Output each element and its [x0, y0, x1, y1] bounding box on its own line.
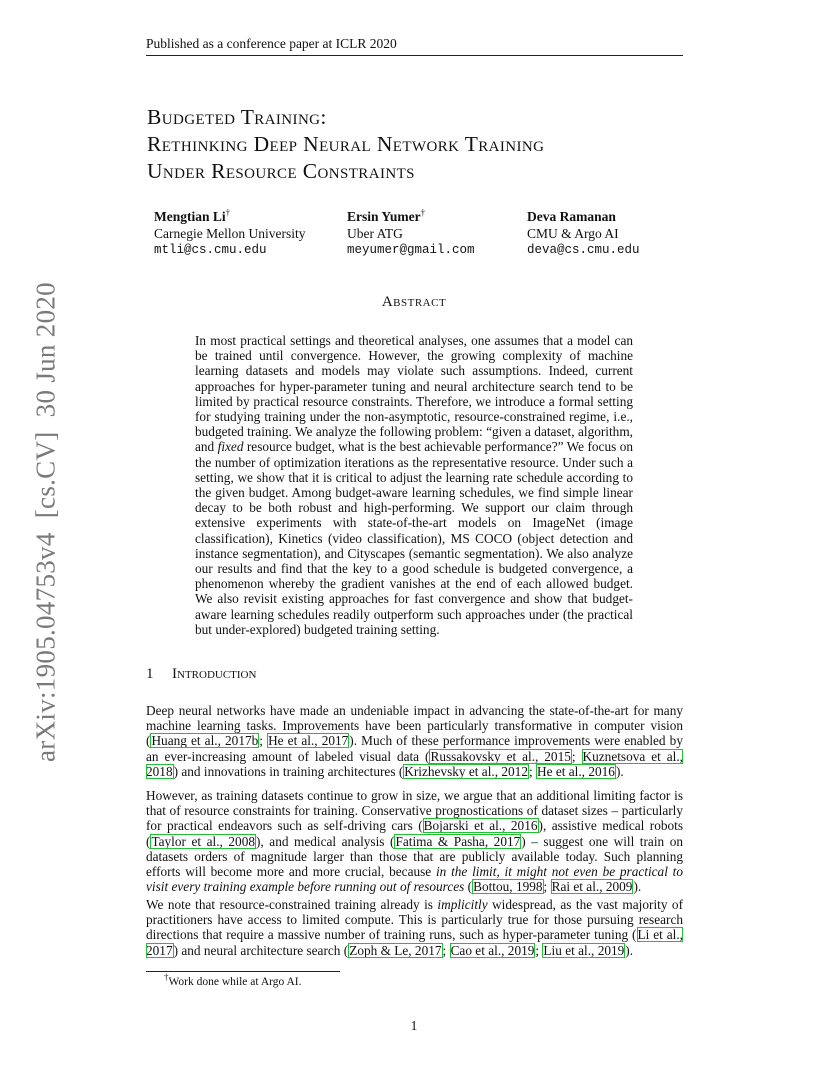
header-rule	[146, 55, 683, 56]
text-run: ).	[615, 763, 624, 779]
text-run: ) and innovations in training architectures (	[173, 763, 404, 779]
text-run: However, as training datasets continue to grow in size, we argue that an additional limiting factor is that of resource constraints for training. Conservative prognostications of dataset sizes – particularly for practical endeavors such as self-driving cars (	[146, 788, 683, 834]
abstract-emphasis: fixed	[217, 439, 244, 455]
citation-link[interactable]: Rai et al., 2009	[551, 879, 633, 895]
author-email: meyumer@gmail.com	[347, 243, 475, 257]
author-email: deva@cs.cmu.edu	[527, 243, 640, 257]
section-number: 1	[146, 666, 154, 682]
citation-link[interactable]: Bojarski et al., 2016	[423, 818, 538, 834]
citation-link[interactable]: He et al., 2016	[537, 763, 615, 779]
citation-link[interactable]: Bottou, 1998	[473, 879, 543, 895]
text-run: Deep neural networks have made an undeniable impact in advancing the state-of-the-art for many machine learning tasks. Improvements have been particularly transformative in computer vision (	[146, 703, 683, 749]
author-name: Ersin Yumer	[347, 209, 421, 224]
emphasis-text: implicitly	[437, 897, 488, 912]
title-line-2: Rethinking Deep Neural Network Training	[147, 132, 545, 156]
running-header: Published as a conference paper at ICLR 2020	[146, 36, 397, 51]
arxiv-identifier: arXiv:1905.04753v4 [cs.CV] 30 Jun 2020	[30, 282, 61, 762]
citation-link[interactable]: Krizhevsky et al., 2012	[404, 763, 528, 779]
author-affiliation: Carnegie Mellon University	[154, 225, 306, 241]
text-run: We note that resource-constrained training already is	[146, 897, 438, 912]
citation-link[interactable]: Taylor et al., 2008	[151, 833, 255, 849]
text-run: ;	[571, 748, 582, 764]
citation-link[interactable]: Cao et al., 2019	[450, 942, 535, 958]
dagger-mark: †	[225, 207, 231, 218]
emphasis-text: in the limit, it might not even be practical to visit every training example before running out of resources	[146, 864, 683, 895]
text-run: (	[464, 879, 473, 895]
footnote-text: Work done while at Argo AI.	[168, 976, 302, 988]
author-affiliation: Uber ATG	[347, 225, 403, 241]
citation-link[interactable]: Liu et al., 2019	[543, 942, 625, 958]
author-name: Mengtian Li	[154, 209, 226, 224]
author-name: Deva Ramanan	[527, 209, 616, 224]
citation-link[interactable]: Li et al., 2017	[146, 927, 684, 958]
author-block-1	[154, 209, 305, 259]
citation-link[interactable]: He et al., 2017	[268, 733, 349, 749]
author-block-3	[527, 209, 640, 259]
abstract-heading: Abstract	[381, 294, 447, 310]
title-line-1: Budgeted Training:	[147, 105, 327, 129]
intro-paragraph-1	[146, 703, 683, 779]
dagger-mark: †	[420, 207, 426, 218]
citation-link[interactable]: Fatima & Pasha, 2017	[395, 833, 521, 849]
page-number: 1	[410, 1018, 418, 1033]
abstract-text	[195, 333, 633, 637]
text-run: ), assistive medical robots (	[146, 818, 684, 849]
author-affiliation: CMU & Argo AI	[527, 225, 619, 241]
citation-link[interactable]: Zoph & Le, 2017	[349, 942, 442, 958]
text-run: ) – suggest one will train on datasets orders of magnitude larger than those that are publicly available today. Such planning efforts will become more and more crucial, because	[146, 833, 684, 880]
abstract-part: In most practical settings and theoretical analyses, one assumes that a model can be trained until convergence. However, the growing complexity of machine learning datasets and models may violate such assumptions. Indeed, current approaches for hyper-parameter tuning and neural architecture search tend to be limited by practical resource constraints. Therefore, we introduce a formal setting for studying training under the non-asymptotic, resource-constrained regime, i.e., budgeted training. We analyze the following problem: “given a dataset, algorithm, and	[195, 333, 633, 455]
footnote	[164, 972, 302, 988]
text-run: ;	[543, 879, 551, 895]
text-run: ) and neural architecture search (	[173, 942, 349, 958]
text-run: widespread, as the vast majority of practitioners have access to limited compute. This is particularly true for those pursuing research directions that require a massive number of training runs, such as hyper-parameter tuning (	[146, 897, 683, 943]
footnote-mark: †	[164, 972, 169, 983]
text-run: ;	[535, 942, 543, 958]
citation-link[interactable]: Kuznetsova et al., 2018	[146, 748, 683, 779]
section-heading	[146, 666, 256, 683]
text-run: ;	[528, 763, 537, 779]
text-run: ). Much of these performance improvements were enabled by an ever-increasing amount of labeled visual data (	[146, 733, 683, 764]
citation-link[interactable]: Russakovsky et al., 2015	[430, 748, 571, 764]
intro-paragraph-2	[146, 788, 683, 894]
title-line-3: Under Resource Constraints	[147, 159, 415, 183]
text-run: ;	[259, 733, 268, 749]
paper-title	[147, 104, 544, 185]
text-run: ).	[625, 942, 634, 958]
author-email: mtli@cs.cmu.edu	[154, 243, 267, 257]
section-title: Introduction	[172, 666, 257, 682]
abstract-part: resource budget, what is the best achievable performance?” We focus on the number of optimization iterations as the representative resource. Under such a setting, we show that it is critical to adjust the learning rate schedule according to the given budget. Among budget-aware learning schedules, we find simple linear decay to be both robust and high-performing. We support our claim through extensive experiments with state-of-the-art models on ImageNet (image classification), Kinetics (video classification), MS COCO (object detection and instance segmentation), and Cityscapes (semantic segmentation). We also analyze our results and find that the key to a good schedule is budgeted convergence, a phenomenon whereby the gradient vanishes at the end of each allowed budget. We also revisit existing approaches for fast convergence and show that budget-aware learning schedules readily outperform such approaches under (the practical but under-explored) budgeted training setting.	[195, 439, 633, 637]
text-run: ;	[442, 942, 450, 958]
citation-link[interactable]: Huang et al., 2017b	[151, 733, 259, 749]
text-run: ).	[633, 879, 642, 895]
footnote-rule	[146, 971, 340, 972]
intro-paragraph-3	[146, 897, 683, 958]
author-block-2	[347, 209, 475, 259]
text-run: ), and medical analysis (	[256, 833, 395, 849]
